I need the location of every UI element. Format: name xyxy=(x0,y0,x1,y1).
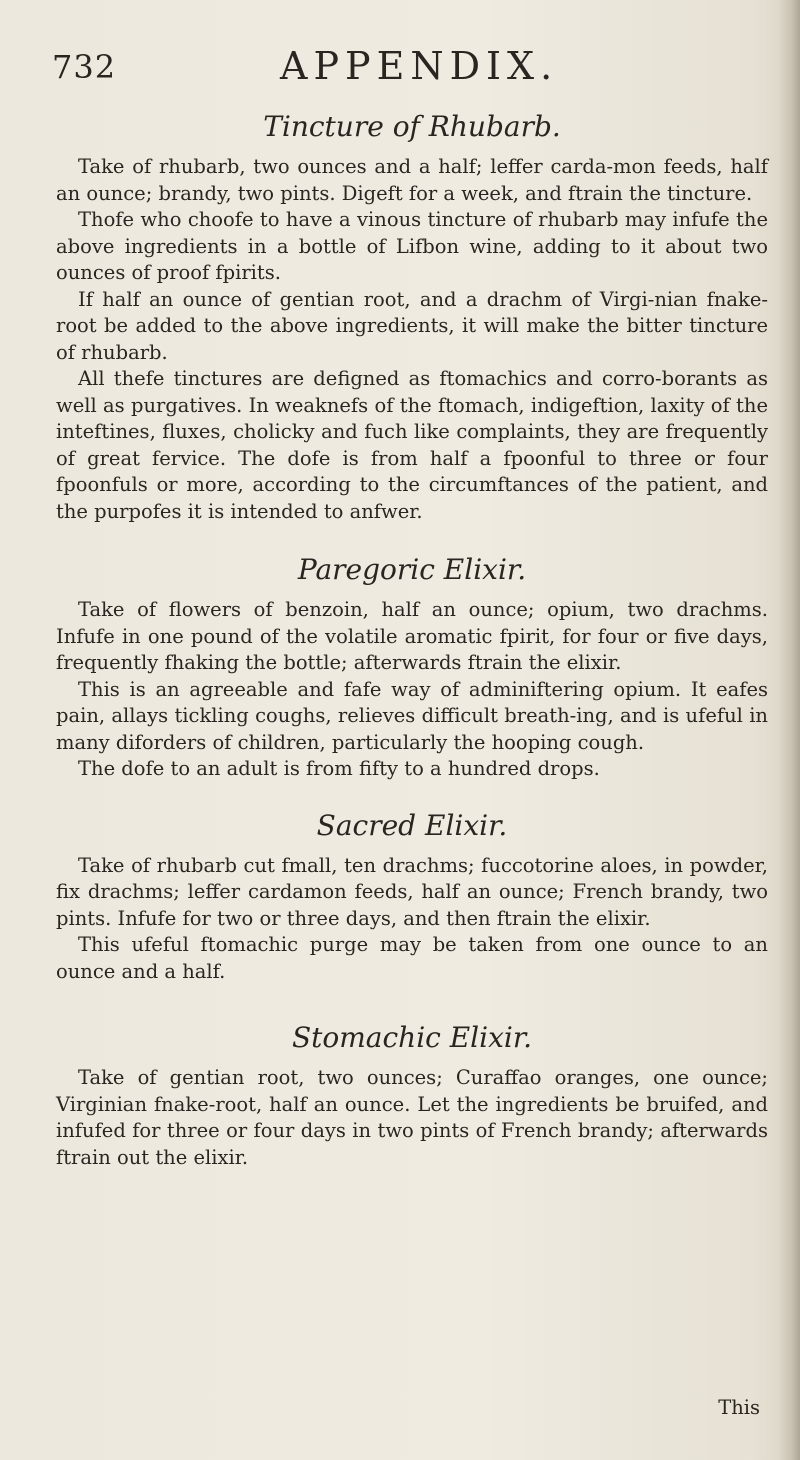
section-title: Tincture of Rhubarb. xyxy=(263,110,561,143)
page-number: 732 xyxy=(52,48,117,86)
paragraph: Take of flowers of benzoin, half an ounce; opium, two drachms. Infufe in one pound of the volatile aromatic fpirit, for four or five days, frequently fhaking the bottle; afterwards ftrain the elixir. xyxy=(56,598,768,674)
paragraph: If half an ounce of gentian root, and a drachm of Virgi-nian fnake-root be added to the above ingredients, it will make the bitter tincture of rhubarb. xyxy=(56,287,768,364)
paragraph: Thofe who choofe to have a vinous tincture of rhubarb may infufe the above ingredients in a bottle of Lifbon wine, adding to it about two ounces of proof fpirits. xyxy=(56,208,768,284)
paragraph: All thefe tinctures are defigned as ftomachics and corro-borants as well as purgatives. In weaknefs of the ftomach, indigeftion, laxity of the inteftines, fluxes, cholicky and fuch like complaints, they are frequently of great fervice. The dofe is from half a fpoonful to three or four fpoonfuls or more, according to the circumftances of the patient, and the purpofes it is intended to anfwer. xyxy=(56,367,768,523)
section-stomachic-elixir xyxy=(56,1019,768,1171)
section-title: Paregoric Elixir. xyxy=(297,553,527,586)
paragraph: This is an agreeable and fafe way of adminiftering opium. It eafes pain, allays tickling coughs, relieves difficult breath-ing, and is ufeful in many diforders of children, particularly the hooping cough. xyxy=(56,677,768,754)
running-head: APPENDIX. xyxy=(280,44,559,88)
paragraph: Take of rhubarb, two ounces and a half; leffer carda-mon feeds, half an ounce; brandy, two pints. Digeft for a week, and ftrain the tincture. xyxy=(56,155,768,205)
catchword: This xyxy=(718,1396,760,1419)
section-tincture-of-rhubarb xyxy=(56,108,768,525)
paragraph: The dofe to an adult is from fifty to a hundred drops. xyxy=(78,757,600,780)
section-title: Sacred Elixir. xyxy=(316,808,508,842)
section-paregoric-elixir xyxy=(56,551,768,783)
paragraph: This ufeful ftomachic purge may be taken from one ounce to an ounce and a half. xyxy=(56,933,768,983)
page-body xyxy=(56,108,768,1171)
page-edge-shadow xyxy=(778,0,800,1460)
section-sacred-elixir xyxy=(56,807,768,986)
section-title: Stomachic Elixir. xyxy=(291,1021,533,1054)
paragraph: Take of rhubarb cut fmall, ten drachms; fuccotorine aloes, in powder, fix drachms; leffer cardamon feeds, half an ounce; French brandy, two pints. Infufe for two or three days, and then ftrain the elixir. xyxy=(56,853,768,930)
paragraph: Take of gentian root, two ounces; Curaffao oranges, one ounce; Virginian fnake-root, half an ounce. Let the ingredients be bruifed, and infufed for three or four days in two pints of French brandy; afterwards ftrain out the elixir. xyxy=(56,1066,768,1169)
page-header xyxy=(52,44,752,94)
